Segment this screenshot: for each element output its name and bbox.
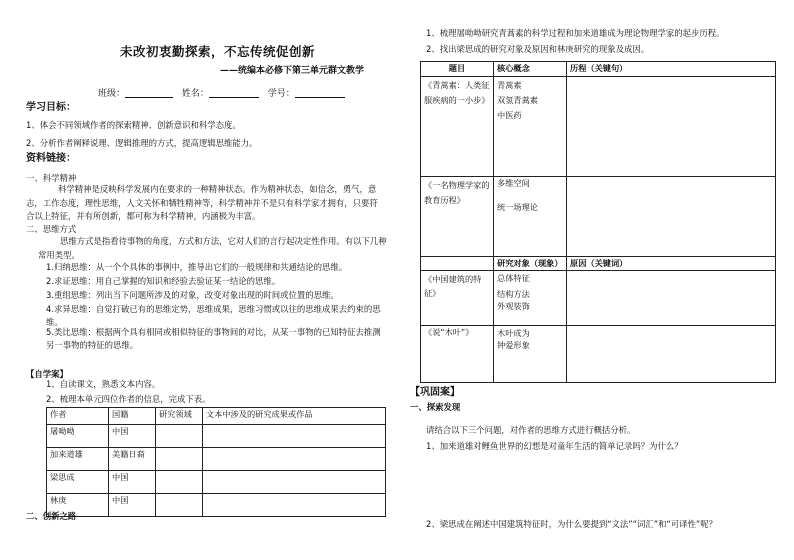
thinking-item: 3.重组思维：列出当下问题所涉及的对象，改变对象出现的时间或位置的思维。 [46, 290, 339, 300]
thinking-heading: 二、思维方式 [26, 224, 77, 234]
table-header: 研究领域 [156, 408, 203, 425]
goal-item: 1、体会不同领域作者的探索精神、创新意识和科学态度。 [26, 120, 241, 130]
title-cell: 《一名物理学家的教育历程》 [421, 177, 494, 257]
table-header [421, 257, 494, 271]
object-item: 结构方法 [497, 288, 530, 299]
author-cell: 林庚 [47, 494, 109, 517]
explore-intro: 请结合以下三个问题，对作者的思维方式进行概括分析。 [426, 425, 636, 435]
works-cell[interactable] [203, 471, 386, 494]
consolidate-heading: 【巩固案】 [410, 387, 460, 398]
self-study-item: 1、自读课文，熟悉文本内容。 [46, 379, 161, 389]
table-header-row [47, 408, 386, 425]
concept-item: 青蒿素 [497, 80, 522, 90]
self-study-heading: 【自学案】 [26, 369, 68, 379]
science-text: 科学精神是反映科学发展内在要求的一种精神状态。作为精神状态，如信念，勇气，意志，工作态度，理性思维，人文关怀和牺牲精神等，科学精神并不是只有科学家才拥有，只要符合以上特征，并有所创新，都可称为科学精神，内涵极为丰富。 [26, 184, 378, 221]
author-cell: 梁思成 [47, 471, 109, 494]
author-table [46, 407, 386, 517]
table-row [47, 494, 386, 517]
id-label: 学号： [267, 89, 295, 99]
works-cell[interactable] [203, 425, 386, 448]
table-row [47, 471, 386, 494]
reason-cell[interactable] [567, 270, 776, 325]
table-header-row [421, 257, 776, 271]
science-heading: 一、科学精神 [26, 173, 77, 183]
goal-item: 2、分析作者阐释说理、逻辑推理的方式，提高逻辑思维能力。 [26, 138, 258, 148]
field-cell[interactable] [156, 448, 203, 471]
name-label: 姓名： [181, 89, 209, 99]
author-cell: 屠呦呦 [47, 425, 109, 448]
table-header: 文本中涉及的研究成果或作品 [203, 408, 386, 425]
object-item: 外观装饰 [497, 300, 530, 311]
table-header: 原因（关键词） [567, 257, 776, 271]
table-header-row [421, 62, 776, 77]
process-cell[interactable] [567, 77, 776, 177]
id-blank[interactable] [295, 88, 345, 98]
title-cell: 《说“木叶”》 [421, 325, 494, 382]
table-header: 历程（关键句） [567, 62, 776, 77]
nationality-cell: 中国 [109, 494, 156, 517]
table-row [421, 77, 776, 177]
object-item: 钟爱形象 [497, 339, 530, 350]
field-cell[interactable] [156, 494, 203, 517]
task-item: 2、找出梁思成的研究对象及原因和林庚研究的现象及成因。 [426, 44, 650, 54]
research-table [420, 61, 776, 383]
author-cell: 加来道雄 [47, 448, 109, 471]
works-cell[interactable] [203, 494, 386, 517]
table-row [47, 448, 386, 471]
works-cell[interactable] [203, 448, 386, 471]
object-item: 总体特征 [497, 272, 530, 283]
field-cell[interactable] [156, 425, 203, 448]
table-row [421, 325, 776, 382]
nationality-cell: 美籍日裔 [109, 448, 156, 471]
table-header: 作者 [47, 408, 109, 425]
table-row [421, 270, 776, 325]
class-label: 班级： [98, 89, 126, 99]
innovation-heading: 二、创新之路 [26, 511, 77, 521]
question-item: 1、加来道雄对鲤鱼世界的幻想是对童年生活的简单记录吗？为什么？ [426, 441, 683, 451]
student-info [98, 88, 345, 101]
table-header: 核心概念 [494, 62, 567, 77]
concept-item: 统一场理论 [497, 201, 538, 212]
question-item: 2、梁思成在阐述中国建筑特征时，为什么要提到“文法”“词汇”和“可译性”呢？ [426, 519, 717, 529]
title-cell: 《青蒿素：人类征服疾病的一小步》 [421, 77, 494, 177]
page-subtitle: ——统编本必修下第三单元群文教学 [220, 66, 365, 76]
goals-heading: 学习目标： [26, 102, 76, 113]
thinking-intro: 思维方式是指看待事物的角度，方式和方法，它对人们的言行起决定性作用。有以下几种常用类型。 [38, 236, 387, 260]
table-header: 题目 [421, 62, 494, 77]
thinking-item: 2.求证思维：用自己掌握的知识和经验去验证某一结论的思维。 [46, 276, 281, 286]
table-header: 国籍 [109, 408, 156, 425]
page-title: 未改初衷勤探索，不忘传统促创新 [120, 44, 316, 59]
table-row [421, 177, 776, 257]
name-blank[interactable] [209, 88, 259, 98]
class-blank[interactable] [125, 88, 173, 98]
process-cell[interactable] [567, 177, 776, 257]
self-study-item: 2、梳理本单元四位作者的信息，完成下表。 [46, 394, 211, 404]
concept-item: 中医药 [497, 110, 522, 120]
concept-item: 多维空间 [497, 178, 530, 188]
nationality-cell: 中国 [109, 471, 156, 494]
concept-cell [494, 177, 567, 257]
object-item: 木叶成为 [497, 327, 530, 338]
field-cell[interactable] [156, 471, 203, 494]
thinking-item: 1.归纳思维：从一个个具体的事例中，推导出它们的一般规律和共通结论的思维。 [46, 262, 348, 272]
thinking-item: 4.求异思维：自觉打破已有的思维定势，思维成果，思维习惯或以往的思维成果去约束的思维。 [46, 304, 381, 327]
links-heading: 资料链接： [26, 153, 76, 164]
object-cell [494, 325, 567, 382]
nationality-cell: 中国 [109, 425, 156, 448]
reason-cell[interactable] [567, 325, 776, 382]
thinking-item: 5.类比思维：根据两个具有相同或相似特征的事物间的对比，从某一事物的已知特征去推测另一事物的特征的思维。 [46, 327, 381, 350]
table-row [47, 425, 386, 448]
table-header: 研究对象（现象） [494, 257, 567, 271]
task-item: 1、梳理屠呦呦研究青蒿素的科学过程和加来道雄成为理论物理学家的起步历程。 [426, 28, 725, 38]
explore-heading: 一、探索发现 [410, 402, 461, 412]
object-cell [494, 270, 567, 325]
title-cell: 《中国建筑的特征》 [421, 270, 494, 325]
concept-cell [494, 77, 567, 177]
concept-item: 双氢青蒿素 [497, 95, 538, 105]
